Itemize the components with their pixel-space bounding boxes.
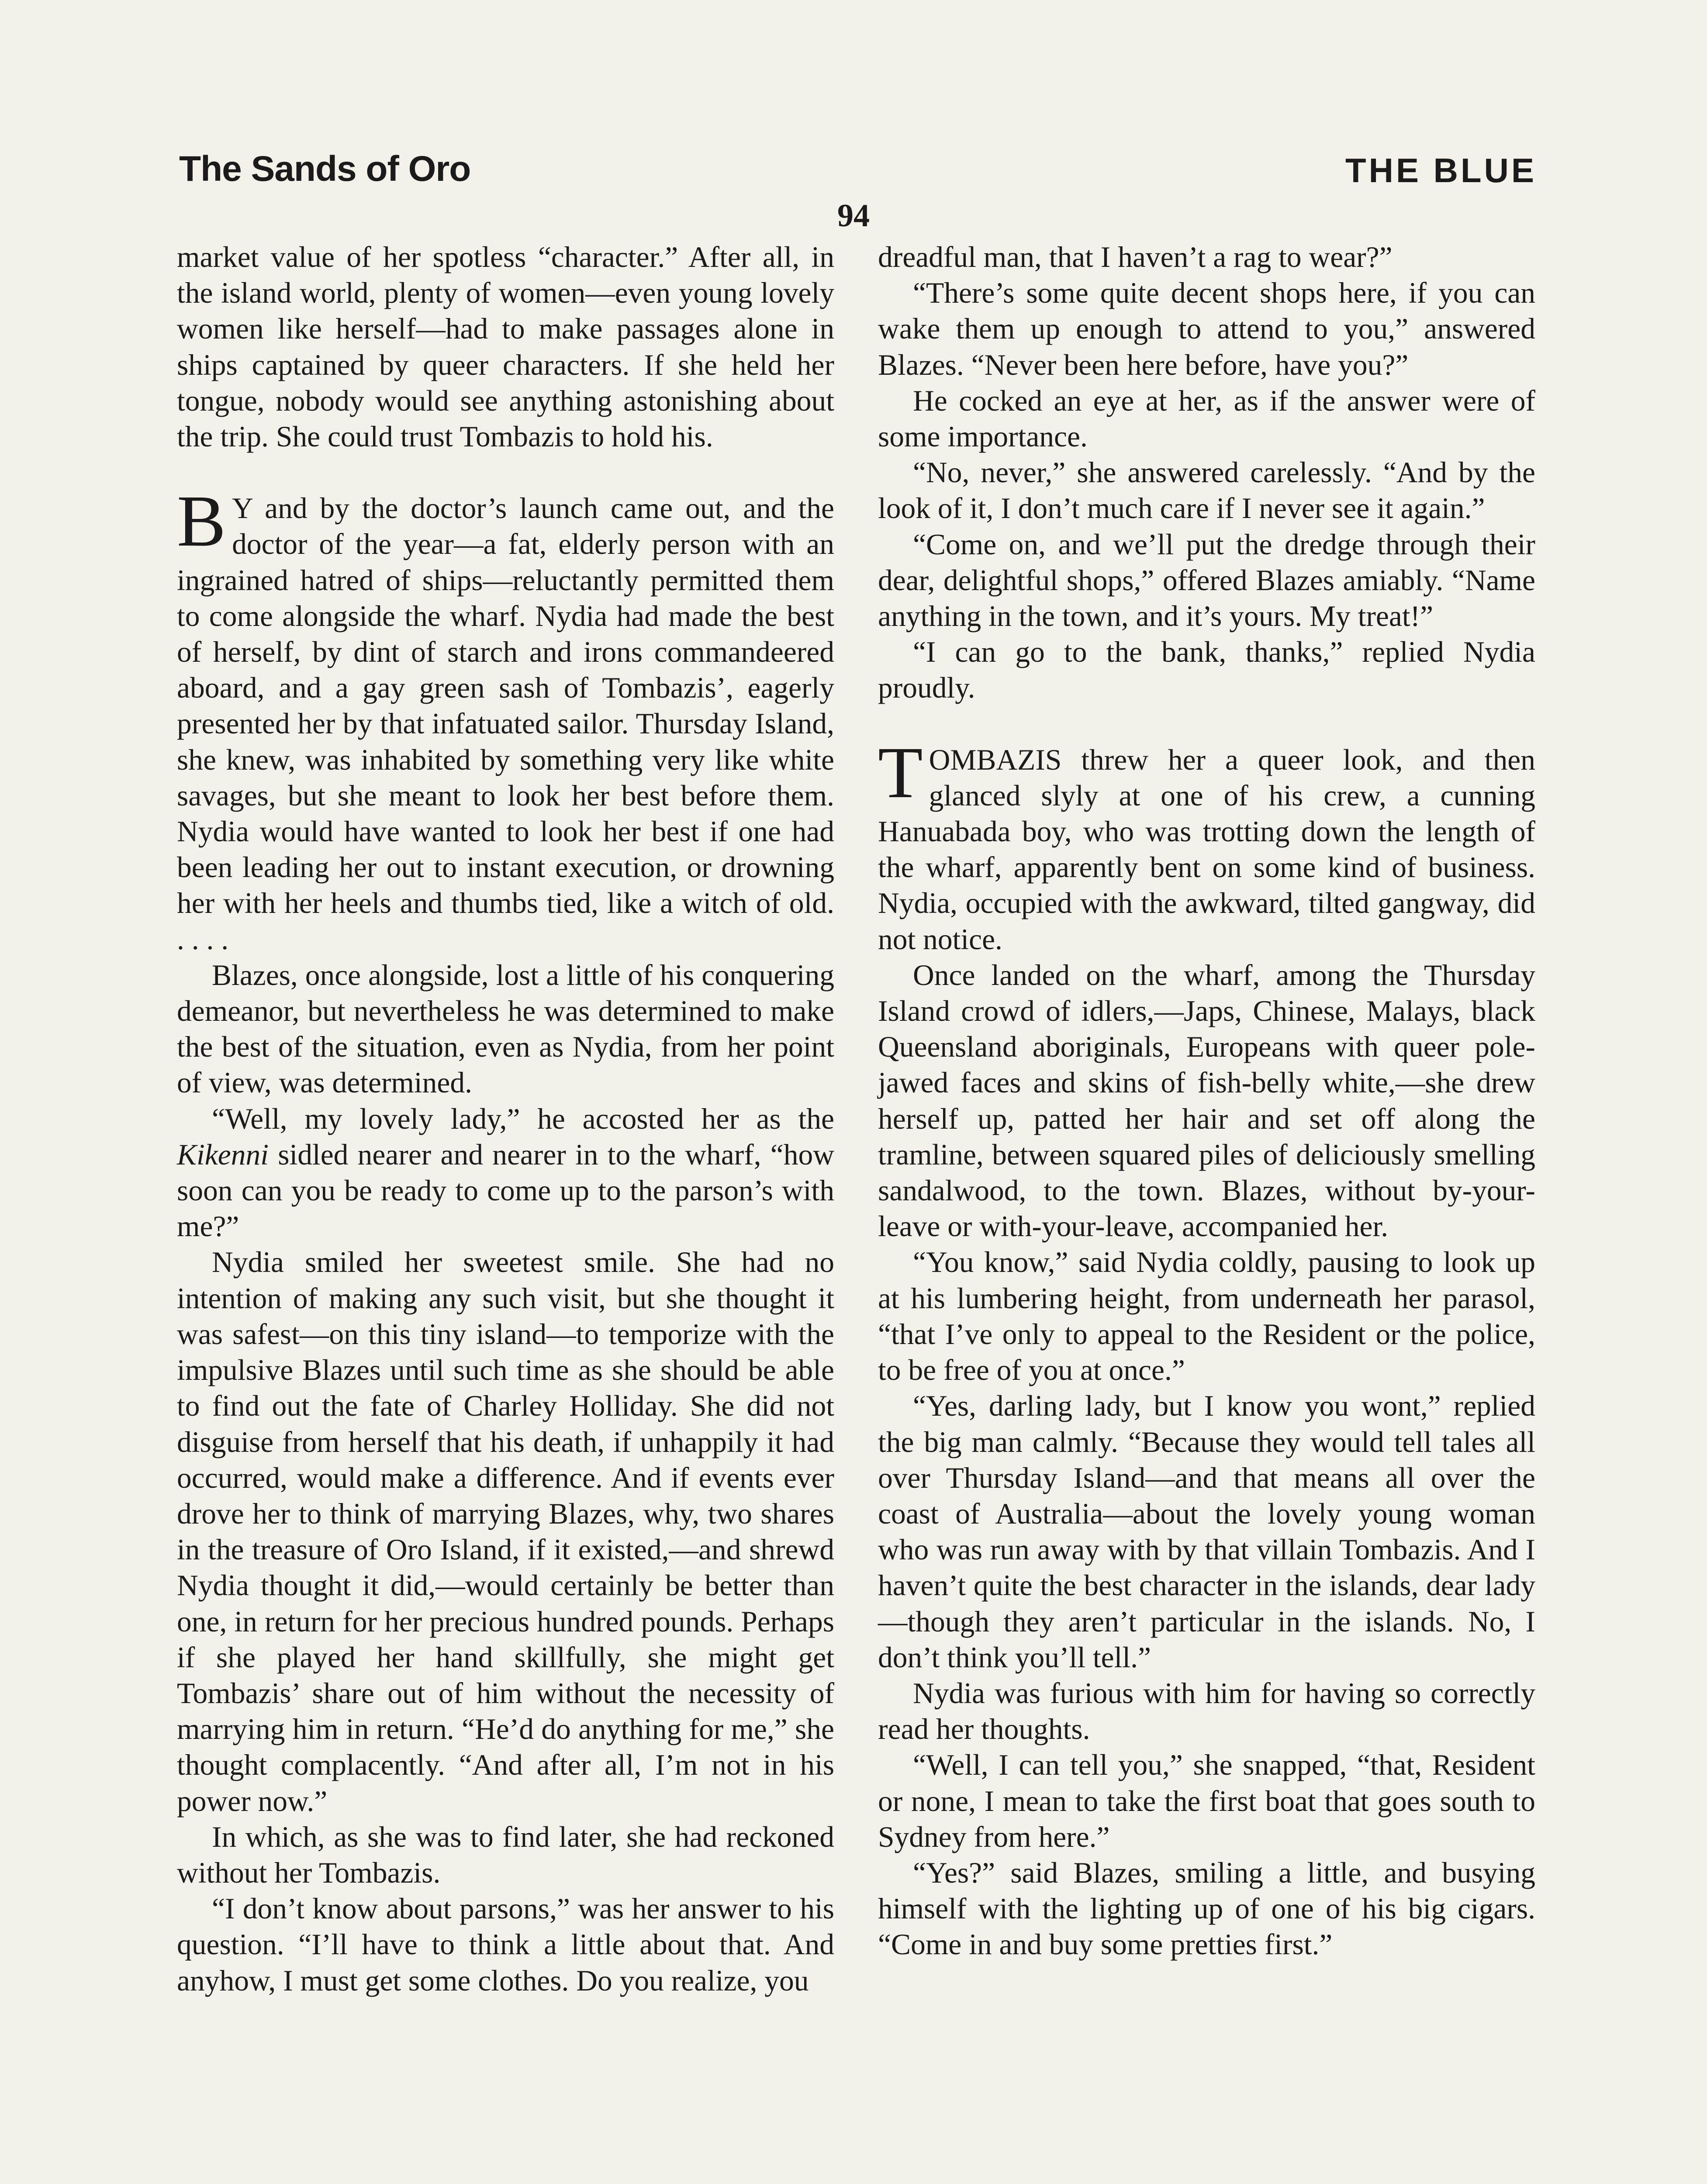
drop-cap: T (878, 732, 923, 813)
paragraph: In which, as she was to find later, she had reckoned without her Tombazis. (177, 1820, 834, 1889)
page-number: 94 (837, 198, 870, 234)
paragraph: “Yes, darling lady, but I know you wont,” replied the big man calmly. “Because they would tell tales all over Thursday Island—and that means all over the coast of Australia—about the lovely young woman who was run away with by that villain Tombazis. And I haven’t quite the best character in the islands, dear lady—though they aren’t particular in the islands. No, I don’t think you’ll tell.” (878, 1389, 1535, 1674)
paragraph: “I can go to the bank, thanks,” replied Nydia proudly. (878, 636, 1535, 705)
drop-cap: B (177, 480, 226, 562)
paragraph: Nydia smiled her sweetest smile. She had no intention of making any such visit, but she thought it was safest—on this tiny island—to temporize with the impulsive Blazes until such time as she should be able to find out the fate of Charley Holliday. She did not disguise from herself that his death, if unhappily it had occurred, would make a difference. And if events ever drove her to think of marrying Blazes, why, two shares in the treasure of Oro Island, if it existed,—and shrewd Nydia thought it did,—would certainly be better than one, in return for her precious hundred pounds. Perhaps if she played her hand skillfully, she might get Tombazis’ share out of him without the necessity of marrying him in return. “He’d do anything for me,” she thought complacently. “And after all, I’m not in his power now.” (177, 1246, 834, 1818)
left-column (177, 239, 834, 1999)
paragraph: Blazes, once alongside, lost a little of his conquering demeanor, but nevertheless he was determined to make the best of the situation, even as Nydia, from her point of view, was determined. (177, 958, 834, 1099)
paragraph: “Yes?” said Blazes, smiling a little, and busying himself with the lighting up of one of his big cigars. “Come in and buy some pretties first.” (878, 1856, 1535, 1961)
paragraph-dropcap (878, 732, 1535, 957)
paragraph (177, 1101, 834, 1245)
paragraph-text: Y and by the doctor’s launch came out, and the doctor of the year—a fat, elderly person with an ingrained hatred of ships—reluctantly permitted them to come alongside the wharf. Nydia had made the best of herself, by dint of starch and irons commandeered aboard, and a gay green sash of Tombazis’, eagerly presented her by that infatuated sailor. Thursday Island, she knew, was inhabited by something very like white savages, but she meant to look her best before them. Nydia would have wanted to look her best if one had been leading her out to instant execution, or drowning her with her heels and thumbs tied, like a witch of old. . . . . (177, 492, 834, 956)
paragraph: “Well, I can tell you,” she snapped, “that, Resident or none, I mean to take the first boat that goes south to Sydney from here.” (878, 1749, 1535, 1853)
paragraph: “You know,” said Nydia coldly, pausing to look up at his lumbering height, from underneath her parasol, “that I’ve only to appeal to the Resident or the police, to be free of you at once.” (878, 1246, 1535, 1387)
magazine-name: THE BLUE (1345, 151, 1537, 190)
paragraph: market value of her spotless “character.” After all, in the island world, plenty of women—even young lovely women like herself—had to make passages alone in ships captained by queer characters. If she held her tongue, nobody would see anything astonishing about the trip. She could trust Tombazis to hold his. (177, 241, 834, 453)
paragraph: “No, never,” she answered carelessly. “And by the look of it, I don’t much care if I never see it again.” (878, 456, 1535, 525)
paragraph: Once landed on the wharf, among the Thursday Island crowd of idlers,—Japs, Chinese, Malays, black Queensland aboriginals, Europeans with queer pole-jawed faces and skins of fish-belly white,—she drew herself up, patted her hair and set off along the tramline, between squared piles of deliciously smelling sandalwood, to the town. Blazes, without by-your-leave or with-your-leave, accompanied her. (878, 958, 1535, 1243)
paragraph-dropcap (177, 480, 834, 957)
paragraph: He cocked an eye at her, as if the answer were of some importance. (878, 384, 1535, 453)
paragraph: Nydia was furious with him for having so correctly read her thoughts. (878, 1676, 1535, 1746)
story-title: The Sands of Oro (179, 149, 471, 189)
paragraph: “Come on, and we’ll put the dredge through their dear, delightful shops,” offered Blazes amiably. “Name anything in the town, and it’s yours. My treat!” (878, 528, 1535, 633)
paragraph: “There’s some quite decent shops here, if you can wake them up enough to attend to you,” answered Blazes. “Never been here before, have you?” (878, 276, 1535, 381)
right-column (878, 239, 1535, 1963)
paragraph-text: OMBAZIS threw her a queer look, and then glanced slyly at one of his crew, a cunning Hanuabada boy, who was trotting down the length of the wharf, apparently bent on some kind of business. Nydia, occupied with the awkward, tilted gangway, did not notice. (878, 743, 1535, 956)
ship-name: Kikenni (177, 1138, 269, 1171)
paragraph-text: sidled nearer and nearer in to the wharf, “how soon can you be ready to come up to the parson’s with me?” (177, 1138, 834, 1243)
paragraph: dreadful man, that I haven’t a rag to wear?” (878, 241, 1393, 273)
paragraph-text: “Well, my lovely lady,” he accosted her as the (212, 1102, 834, 1135)
paragraph: “I don’t know about parsons,” was her answer to his question. “I’ll have to think a little about that. And anyhow, I must get some clothes. Do you realize, you (177, 1892, 834, 1997)
